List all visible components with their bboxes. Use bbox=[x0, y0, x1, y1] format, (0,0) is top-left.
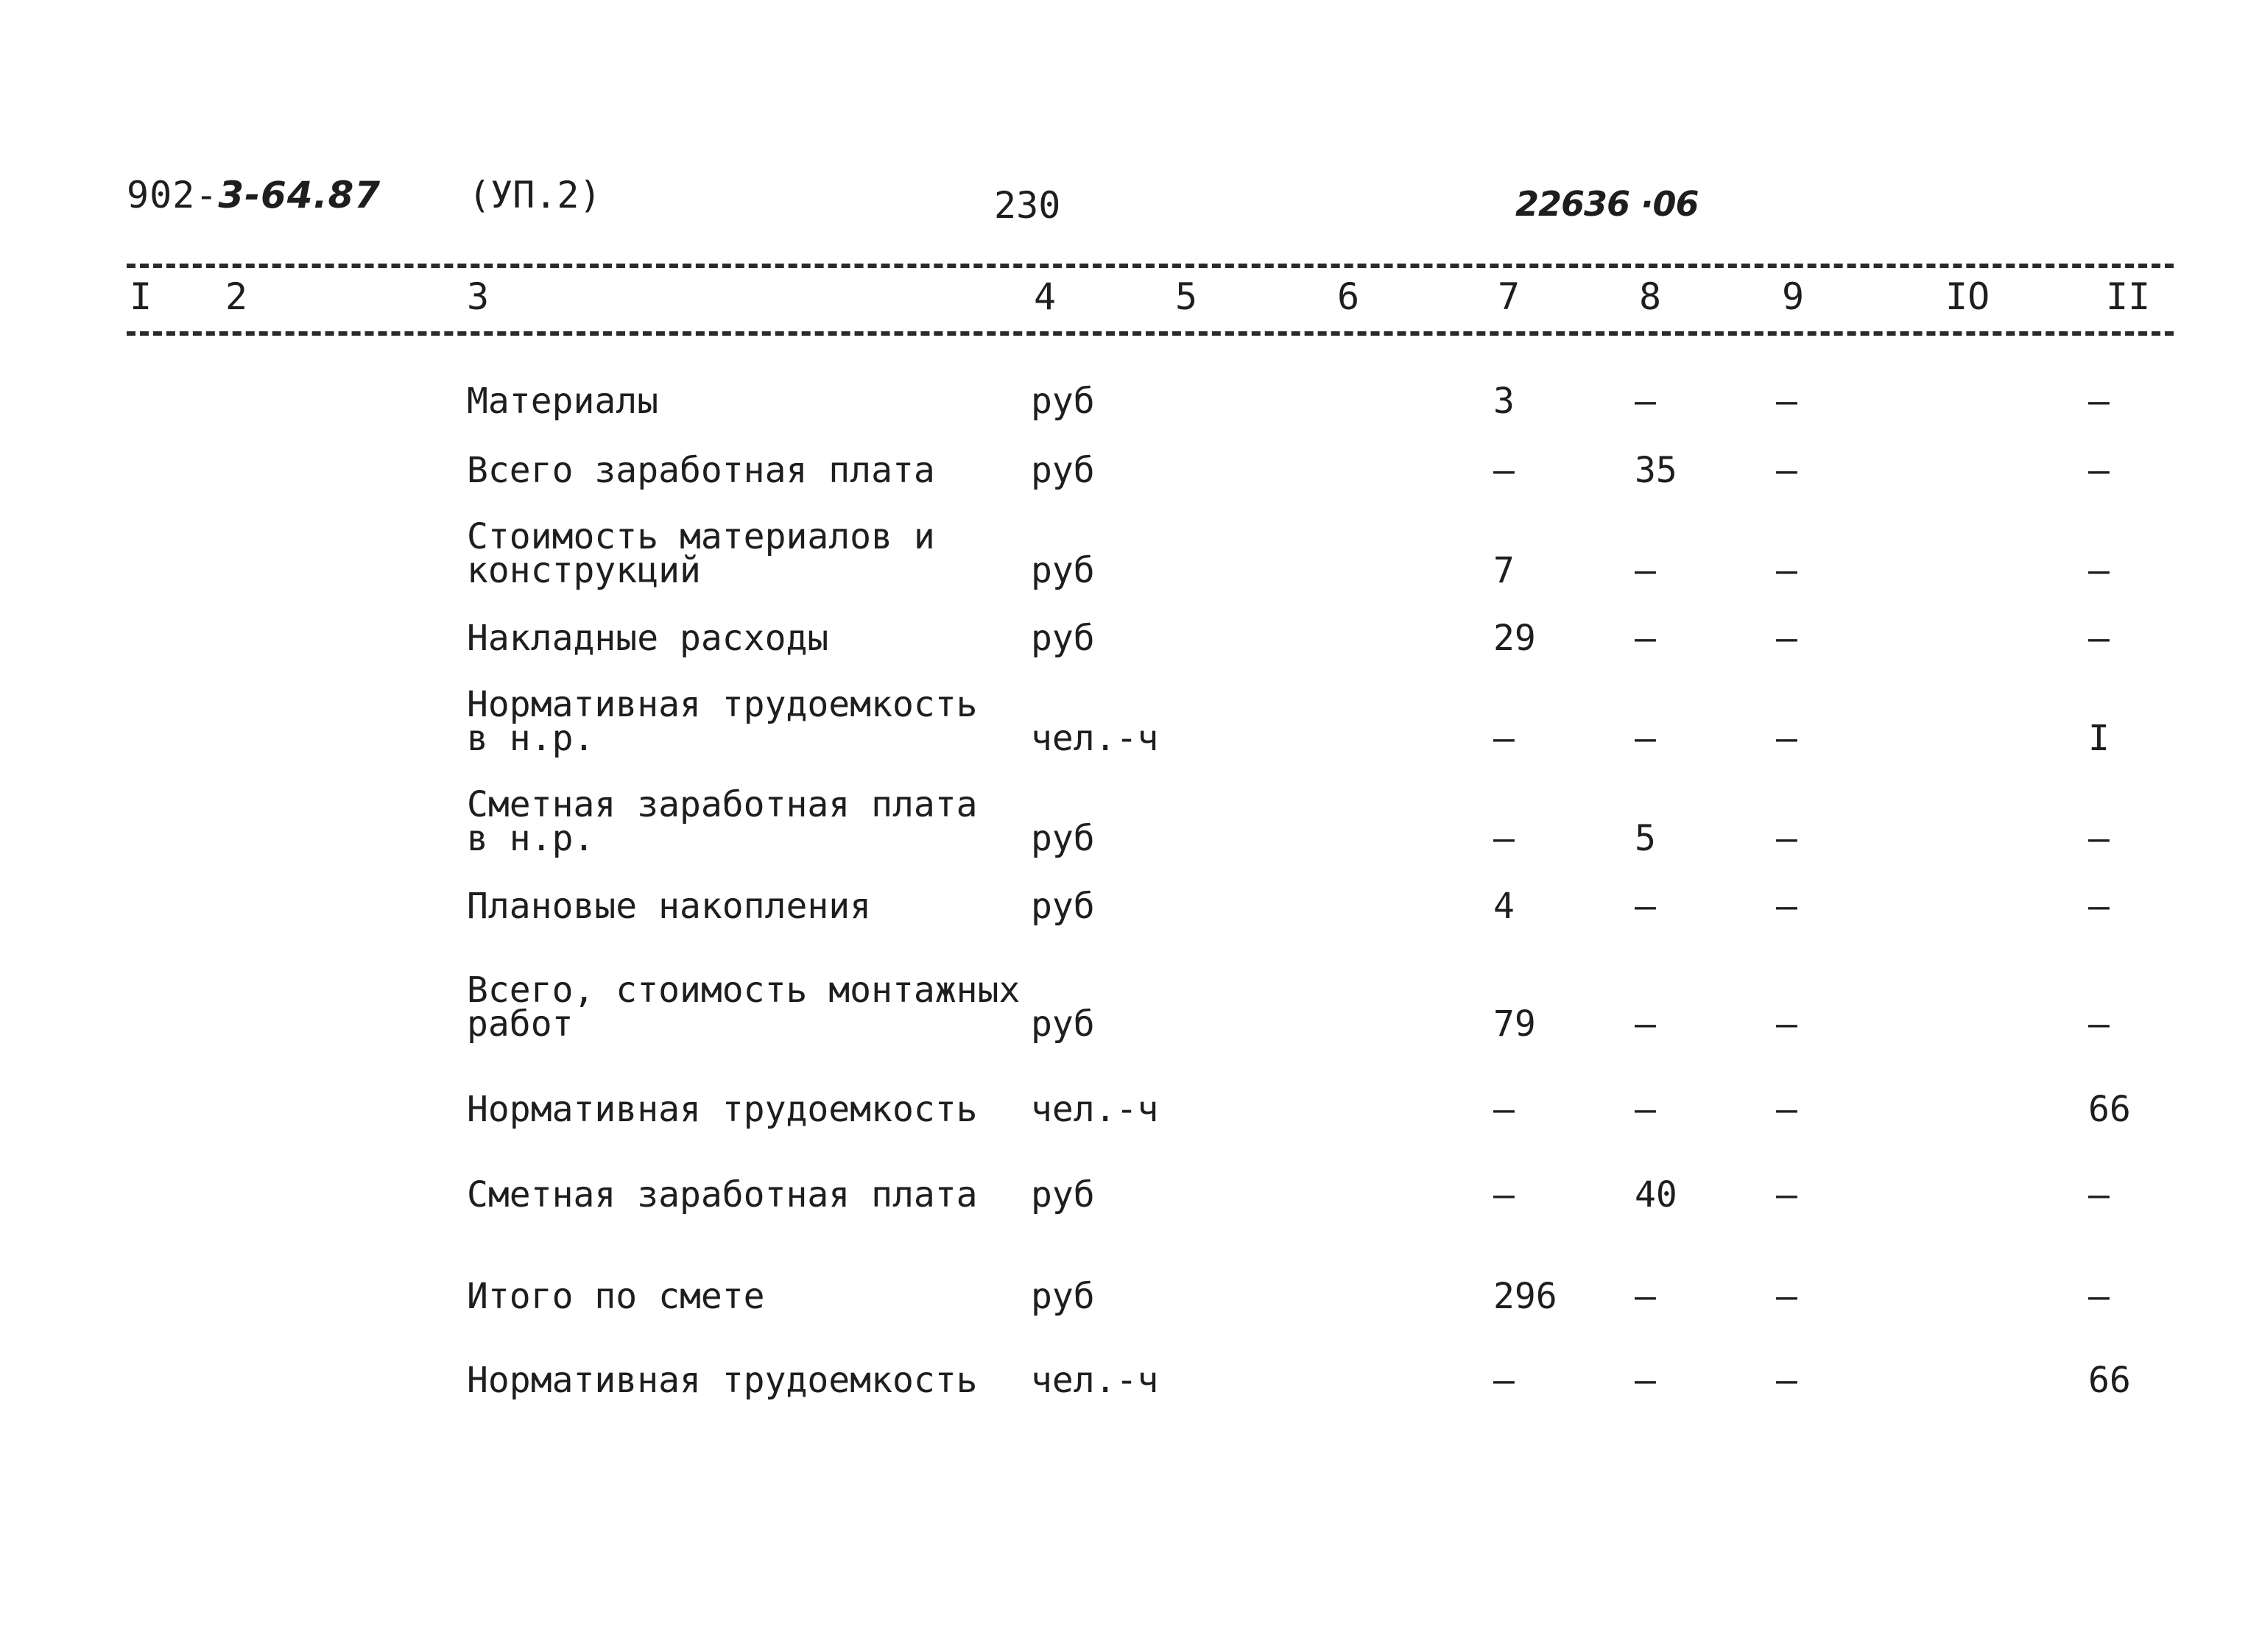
row-value-col7: – bbox=[1493, 1089, 1515, 1130]
row-value-col7: – bbox=[1493, 1360, 1515, 1401]
row-unit: чел.-ч bbox=[1031, 718, 1159, 759]
row-value-col8: – bbox=[1635, 886, 1656, 927]
row-name-line-1: Нормативная трудоемкость bbox=[467, 684, 978, 725]
row-value-col9: – bbox=[1776, 381, 1797, 422]
row-unit: руб bbox=[1031, 1276, 1095, 1317]
column-number-10: IO bbox=[1945, 275, 1990, 318]
table-row bbox=[0, 1225, 2262, 1317]
document-code-prefix: 902- bbox=[127, 174, 219, 216]
column-number-8: 8 bbox=[1639, 275, 1662, 318]
row-value-col7: – bbox=[1493, 1174, 1515, 1215]
column-number-2: 2 bbox=[225, 275, 248, 318]
table-row bbox=[0, 1123, 2262, 1215]
row-value-col9: – bbox=[1776, 450, 1797, 491]
row-name: Нормативная трудоемкость bbox=[467, 1360, 978, 1401]
row-value-col9: – bbox=[1776, 886, 1797, 927]
row-value-col11: – bbox=[2088, 886, 2110, 927]
row-value-col8: – bbox=[1635, 1360, 1656, 1401]
row-name: Нормативная трудоемкость bbox=[467, 1089, 978, 1130]
row-unit: руб bbox=[1031, 1174, 1095, 1215]
row-value-col9: – bbox=[1776, 818, 1797, 859]
row-value-col9: – bbox=[1776, 550, 1797, 591]
table-row bbox=[0, 567, 2262, 659]
row-value-col11: – bbox=[2088, 1276, 2110, 1317]
row-value-col11: – bbox=[2088, 818, 2110, 859]
row-value-col7: – bbox=[1493, 450, 1515, 491]
row-value-col11: – bbox=[2088, 1003, 2110, 1045]
row-value-col7: – bbox=[1493, 718, 1515, 759]
row-value-col9: – bbox=[1776, 1276, 1797, 1317]
row-value-col11: – bbox=[2088, 450, 2110, 491]
row-value-col11: 66 bbox=[2088, 1360, 2131, 1401]
document-reference-number: 22636 ·06 bbox=[1515, 184, 1699, 224]
table-row bbox=[0, 1038, 2262, 1130]
table-row bbox=[0, 1309, 2262, 1401]
row-value-col7: 79 bbox=[1493, 1003, 1536, 1045]
row-value-col7: – bbox=[1493, 818, 1515, 859]
row-value-col9: – bbox=[1776, 1003, 1797, 1045]
row-name: Плановые накопления bbox=[467, 886, 872, 927]
row-unit: руб bbox=[1031, 450, 1095, 491]
row-value-col9: – bbox=[1776, 618, 1797, 659]
row-unit: руб bbox=[1031, 381, 1095, 422]
row-name: Сметная заработная плата bbox=[467, 1174, 978, 1215]
row-name: Материалы bbox=[467, 381, 659, 422]
row-unit: руб bbox=[1031, 818, 1095, 859]
column-number-11: II bbox=[2106, 275, 2151, 318]
row-value-col8: – bbox=[1635, 718, 1656, 759]
row-name: Всего заработная плата bbox=[467, 450, 935, 491]
row-value-col8: – bbox=[1635, 1003, 1656, 1045]
row-value-col7: 4 bbox=[1493, 886, 1515, 927]
row-value-col11: – bbox=[2088, 550, 2110, 591]
column-number-7: 7 bbox=[1498, 275, 1521, 318]
table-row bbox=[0, 953, 2262, 1045]
table-row bbox=[0, 399, 2262, 491]
column-number-3: 3 bbox=[467, 275, 490, 318]
row-value-col7: 29 bbox=[1493, 618, 1536, 659]
row-value-col11: – bbox=[2088, 381, 2110, 422]
row-name-line-1: Всего, стоимость монтажных bbox=[467, 970, 1021, 1011]
page-number: 230 bbox=[994, 184, 1061, 227]
column-number-6: 6 bbox=[1337, 275, 1360, 318]
row-value-col7: 7 bbox=[1493, 550, 1515, 591]
row-value-col8: 35 bbox=[1635, 450, 1677, 491]
row-name-line-1: Стоимость материалов и bbox=[467, 516, 935, 557]
column-number-1: I bbox=[130, 275, 152, 318]
column-number-4: 4 bbox=[1034, 275, 1057, 318]
row-value-col11: I bbox=[2088, 718, 2110, 759]
row-unit: руб bbox=[1031, 550, 1095, 591]
row-name-line-2: конструкций bbox=[467, 550, 701, 591]
row-unit: руб bbox=[1031, 886, 1095, 927]
document-code-handwritten: 3-64.87 bbox=[218, 174, 381, 216]
row-unit: руб bbox=[1031, 618, 1095, 659]
row-value-col8: 5 bbox=[1635, 818, 1656, 859]
column-number-5: 5 bbox=[1175, 275, 1198, 318]
row-name: Накладные расходы bbox=[467, 618, 829, 659]
row-value-col8: – bbox=[1635, 381, 1656, 422]
row-value-col9: – bbox=[1776, 1174, 1797, 1215]
row-value-col11: – bbox=[2088, 1174, 2110, 1215]
row-unit: руб bbox=[1031, 1003, 1095, 1045]
row-value-col8: – bbox=[1635, 1089, 1656, 1130]
row-value-col9: – bbox=[1776, 1089, 1797, 1130]
document-code bbox=[127, 174, 381, 216]
row-value-col9: – bbox=[1776, 1360, 1797, 1401]
row-name-line-1: Сметная заработная плата bbox=[467, 784, 978, 825]
row-name: Итого по смете bbox=[467, 1276, 765, 1317]
row-value-col8: – bbox=[1635, 550, 1656, 591]
row-value-col7: 3 bbox=[1493, 381, 1515, 422]
row-value-col8: – bbox=[1635, 618, 1656, 659]
row-unit: чел.-ч bbox=[1031, 1360, 1159, 1401]
row-value-col7: 296 bbox=[1493, 1276, 1557, 1317]
row-name-line-2: в н.р. bbox=[467, 818, 595, 859]
column-number-9: 9 bbox=[1782, 275, 1805, 318]
document-tag: (УП.2) bbox=[468, 174, 602, 216]
row-value-col11: 66 bbox=[2088, 1089, 2131, 1130]
row-value-col9: – bbox=[1776, 718, 1797, 759]
table-top-dashed-rule bbox=[127, 264, 2174, 268]
row-value-col11: – bbox=[2088, 618, 2110, 659]
table-row bbox=[0, 835, 2262, 927]
table-row bbox=[0, 667, 2262, 759]
row-value-col8: 40 bbox=[1635, 1174, 1677, 1215]
row-unit: чел.-ч bbox=[1031, 1089, 1159, 1130]
row-value-col8: – bbox=[1635, 1276, 1656, 1317]
row-name-line-2: в н.р. bbox=[467, 718, 595, 759]
row-name-line-2: работ bbox=[467, 1003, 574, 1045]
